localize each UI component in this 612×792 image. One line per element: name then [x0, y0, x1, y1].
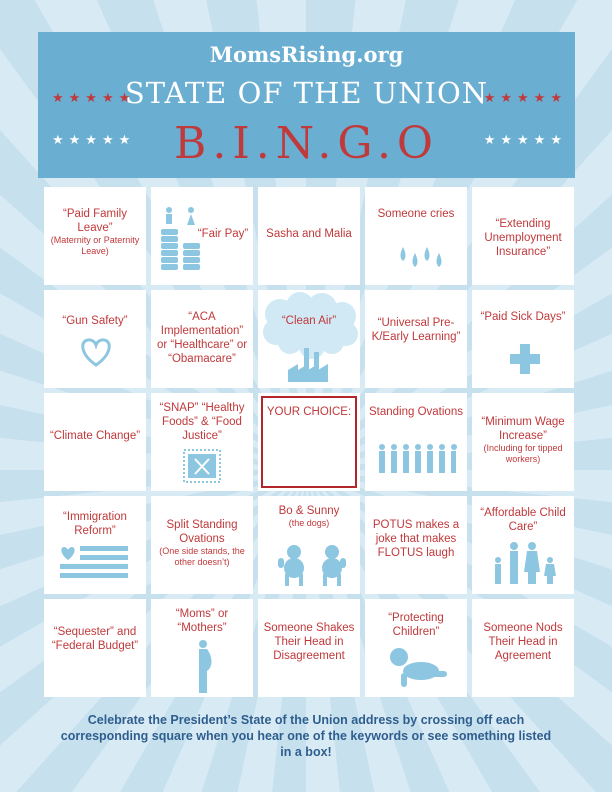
cell-text: YOUR CHOICE:	[266, 406, 352, 418]
cell-text: “Fair Pay”	[197, 228, 249, 240]
bingo-grid	[44, 187, 574, 697]
dogs-icon	[272, 544, 352, 588]
cell-subtext: (the dogs)	[288, 518, 330, 528]
cell-climate-change[interactable]	[44, 393, 146, 491]
cell-text: “Universal Pre-K/Early Learning”	[371, 317, 461, 343]
cell-paid-sick-days[interactable]	[472, 290, 574, 388]
standing-crowd-icon	[377, 443, 457, 483]
bingo-title: B.I.N.G.O	[174, 118, 439, 169]
cell-minimum-wage[interactable]	[472, 393, 574, 491]
cell-potus-joke[interactable]	[365, 496, 467, 594]
pregnant-woman-icon	[193, 639, 215, 695]
cell-text: “Protecting Children”	[388, 612, 444, 638]
cell-subtext: (Including for tipped workers)	[483, 443, 563, 464]
cell-text: “Minimum Wage Increase”	[481, 416, 565, 442]
cell-text: “Gun Safety”	[62, 315, 128, 327]
cell-text: “Immigration Reform”	[63, 511, 127, 537]
cell-sequester-budget[interactable]	[44, 599, 146, 697]
teardrops-icon	[397, 245, 447, 271]
instructions-footer: Celebrate the President’s State of the Union address by crossing off each corresponding square when you hear one of the keywords or see something listed in a box!	[60, 713, 552, 759]
crawling-baby-icon	[387, 647, 449, 689]
cell-text: “Paid Family Leave”	[63, 208, 127, 234]
left-white-stars: ★★★★★	[52, 132, 136, 147]
cell-immigration-reform[interactable]	[44, 496, 146, 594]
cell-snap-food-justice[interactable]	[151, 393, 253, 491]
cell-subtext: (One side stands, the other doesn’t)	[159, 546, 245, 567]
cell-text: Standing Ovations	[369, 406, 463, 418]
medical-cross-icon	[508, 342, 542, 376]
cell-your-choice[interactable]	[258, 393, 360, 491]
cell-shakes-head[interactable]	[258, 599, 360, 697]
cell-affordable-child-care[interactable]	[472, 496, 574, 594]
left-red-stars: ★★★★★	[52, 90, 136, 105]
cell-subtext: (Maternity or Paternity Leave)	[50, 235, 140, 256]
page-title: STATE OF THE UNION	[124, 76, 489, 110]
cell-text: “ACA Implementation” or “Healthcare” or “Obamacare”	[156, 311, 248, 365]
cell-text: POTUS makes a joke that makes FLOTUS laugh	[372, 519, 460, 559]
cell-text: Someone Nods Their Head in Agreement	[483, 622, 563, 662]
cell-text: “Paid Sick Days”	[480, 311, 566, 323]
cell-text: Sasha and Malia	[266, 228, 352, 240]
cell-text: Someone Shakes Their Head in Disagreement	[263, 622, 355, 662]
cell-sasha-malia[interactable]	[258, 187, 360, 285]
cell-text: “Moms” or “Mothers”	[175, 608, 229, 634]
family-icon	[490, 542, 558, 588]
cell-gun-safety[interactable]	[44, 290, 146, 388]
cell-unemployment-insurance[interactable]	[472, 187, 574, 285]
site-name: MomsRising.org	[209, 42, 404, 67]
cell-someone-cries[interactable]	[365, 187, 467, 285]
cell-text: “Climate Change”	[49, 430, 141, 442]
cell-universal-pre-k[interactable]	[365, 290, 467, 388]
cell-text: Someone cries	[377, 208, 455, 220]
cell-nods-head[interactable]	[472, 599, 574, 697]
cell-standing-ovations[interactable]	[365, 393, 467, 491]
flag-heart-icon	[60, 544, 130, 578]
cell-text: “SNAP” “Healthy Foods” & “Food Justice”	[159, 402, 245, 442]
cell-paid-family-leave[interactable]	[44, 187, 146, 285]
cell-text: “Extending Unemployment Insurance”	[484, 218, 562, 258]
cell-split-standing-ovations[interactable]	[151, 496, 253, 594]
cell-bo-sunny[interactable]	[258, 496, 360, 594]
heart-icon	[78, 336, 114, 368]
right-white-stars: ★★★★★	[483, 132, 567, 147]
cell-moms-mothers[interactable]	[151, 599, 253, 697]
cell-protecting-children[interactable]	[365, 599, 467, 697]
header-banner	[38, 32, 575, 178]
cell-text: “Sequester” and “Federal Budget”	[51, 626, 139, 652]
cell-text: Split Standing Ovations	[166, 519, 238, 545]
fork-knife-icon	[183, 449, 221, 483]
cell-text: “Affordable Child Care”	[480, 507, 566, 533]
cell-clean-air[interactable]	[258, 290, 360, 388]
cell-text: Bo & Sunny	[278, 505, 340, 517]
cloud-factory-icon	[260, 292, 360, 384]
cell-aca-healthcare[interactable]	[151, 290, 253, 388]
cell-fair-pay[interactable]	[151, 187, 253, 285]
right-red-stars: ★★★★★	[483, 90, 567, 105]
cell-text: “Clean Air”	[281, 315, 337, 327]
